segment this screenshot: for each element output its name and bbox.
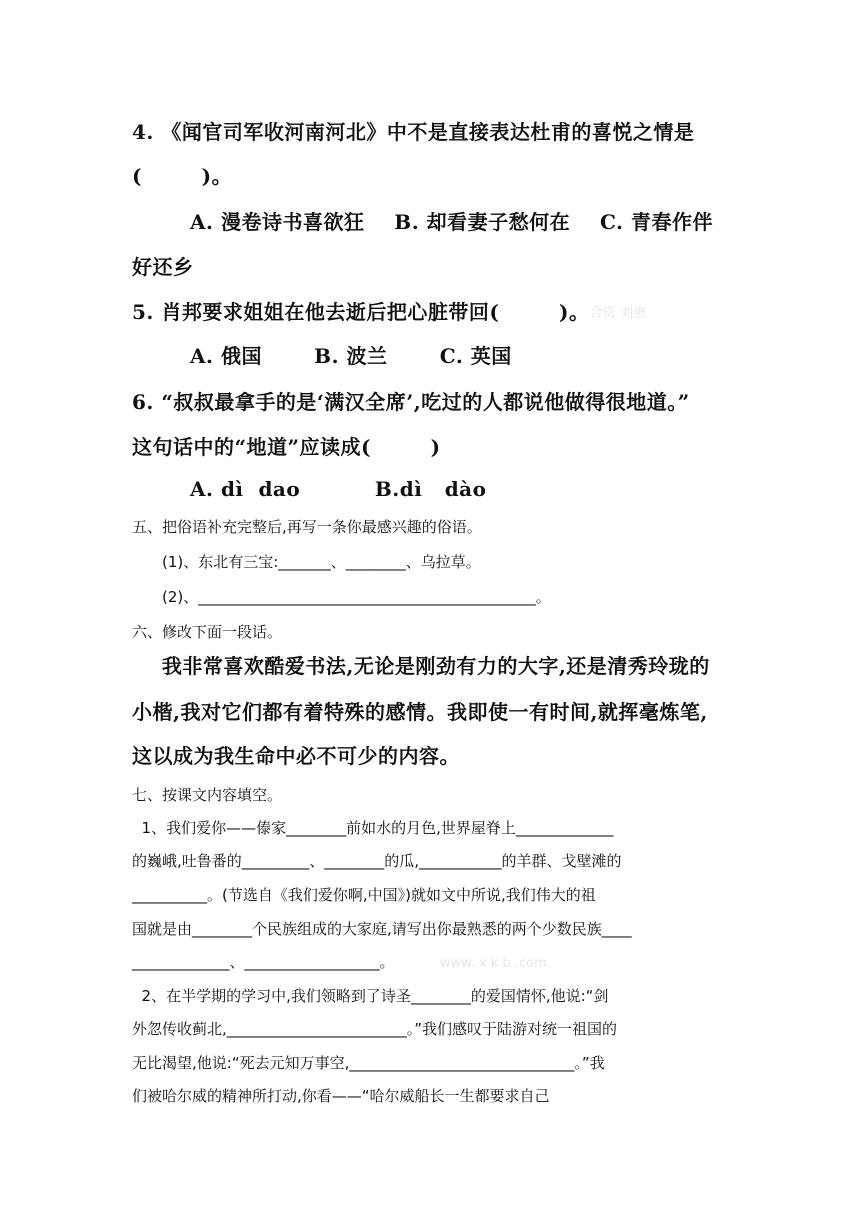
- section-7-p1-line-1: 1、我们爱你——傣家________前如水的月色,世界屋脊上_____________: [132, 819, 614, 837]
- section-6-heading: 六、修改下面一段话。: [132, 623, 283, 641]
- question-5-line: 5. 肖邦要求姐姐在他去逝后把心脏带回( )。: [132, 300, 590, 324]
- section-7-p1-line-5: _____________、__________________。: [132, 953, 395, 971]
- section-5-item-1: (1)、东北有三宝:_______、________、乌拉草。: [162, 553, 481, 571]
- section-6-line-1: 我非常喜欢酷爱书法,无论是刚劲有力的大字,还是清秀玲珑的: [132, 654, 710, 678]
- question-4-options-line-1: A. 漫卷诗书喜欲狂 B. 却看妻子愁何在 C. 青春作伴: [190, 210, 713, 234]
- watermark: 合资 刘惠: [590, 306, 647, 321]
- section-6-line-3: 这以成为我生命中必不可少的内容。: [132, 744, 460, 768]
- section-7-p1-line-4: 国就是由________个民族组成的大家庭,请写出你最熟悉的两个少数民族____: [132, 920, 632, 938]
- section-7-p1-line-2: 的巍峨,吐鲁番的_________、________的瓜,___________的羊群、戈壁滩的: [132, 852, 622, 870]
- section-7-p2-line-2: 外忽传收蓟北,________________________。”我们感叹于陆游对统一祖国的: [132, 1020, 618, 1038]
- section-7-p1-line-3: __________。(节选自《我们爱你啊,中国》)就如文中所说,我们伟大的祖: [132, 886, 596, 904]
- question-4-line-2: ( )。: [132, 164, 233, 188]
- section-7-p2-line-1: 2、在半学期的学习中,我们领略到了诗圣________的爱国情怀,他说:“剑: [132, 987, 609, 1005]
- question-4-options-line-2: 好还乡: [132, 255, 194, 279]
- section-5-heading: 五、把俗语补充完整后,再写一条你最感兴趣的俗语。: [132, 518, 482, 536]
- section-7-p2-line-4: 们被哈尔威的精神所打动,你看——“哈尔威船长一生都要求自己: [132, 1087, 550, 1105]
- question-6-line-1: 6. “叔叔最拿手的是‘满汉全席’,吃过的人都说他做得很地道。”: [132, 390, 690, 414]
- question-4-line-1: 4. 《闻官司军收河南河北》中不是直接表达杜甫的喜悦之情是: [132, 120, 695, 144]
- section-7-heading: 七、按课文内容填空。: [132, 786, 283, 804]
- watermark: www. x k b .com: [440, 956, 547, 971]
- question-6-line-2: 这句话中的“地道”应读成( ): [132, 435, 441, 459]
- question-6-options: A. dì dao B.dì dào: [190, 477, 487, 501]
- section-6-line-2: 小楷,我对它们都有着特殊的感情。我即使一有时间,就挥毫炼笔,: [132, 700, 708, 724]
- section-7-p2-line-3: 无比渴望,他说:“死去元知万事空,______________________________。”我: [132, 1054, 605, 1072]
- question-5-options: A. 俄国 B. 波兰 C. 英国: [190, 344, 512, 368]
- section-5-item-2: (2)、_____________________________________________。: [162, 588, 551, 606]
